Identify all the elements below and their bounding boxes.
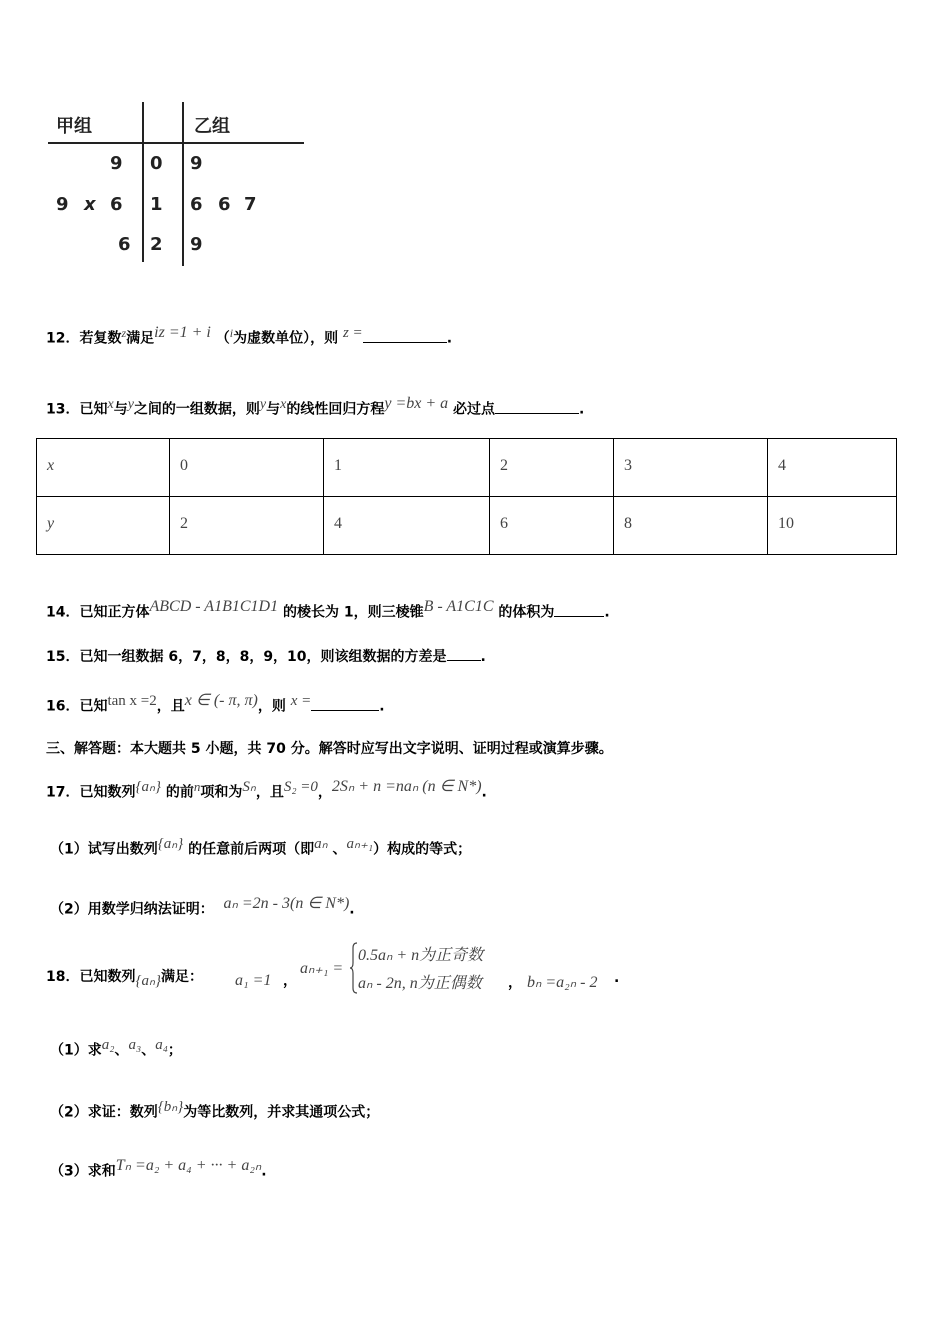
q12-text: （ xyxy=(215,330,230,347)
q17-text: 试写出数列 xyxy=(87,841,158,858)
right-group-header: 乙组 xyxy=(194,116,230,137)
q17-equation: 2Sₙ + n =naₙ (n ∈ N*) xyxy=(331,778,482,795)
q18-text: 求 xyxy=(87,1042,102,1059)
stem-divider-left xyxy=(142,102,144,262)
stem-value: 2 xyxy=(150,234,163,255)
q12-text: 满足 xyxy=(126,330,155,347)
recurrence-lhs: aₙ₊₁ = xyxy=(300,960,344,977)
q12-text: 为虚数单位），则 xyxy=(233,330,339,347)
sequence-an: {aₙ} xyxy=(135,779,161,795)
period: . xyxy=(481,784,487,801)
leaf-right: 9 xyxy=(190,153,203,174)
table-cell: 8 xyxy=(614,497,768,555)
table-cell: 2 xyxy=(490,439,614,497)
q18-text: ； xyxy=(167,1042,182,1059)
answer-blank xyxy=(554,615,604,617)
question-18-part-2 xyxy=(50,1097,379,1122)
var-y: y xyxy=(127,397,134,412)
question-number: 18． xyxy=(46,969,80,985)
induction-equation: aₙ =2n - 3(n ∈ N*) xyxy=(223,895,350,912)
table-cell: 10 xyxy=(768,497,897,555)
period: . xyxy=(349,901,355,918)
question-17 xyxy=(46,776,487,802)
q13-text: 必过点 xyxy=(453,401,496,418)
answer-lhs: z = xyxy=(342,325,363,341)
stem-divider-right xyxy=(182,102,184,266)
question-13 xyxy=(46,395,584,419)
table-cell: 3 xyxy=(614,439,768,497)
table-header-x: x xyxy=(37,439,170,497)
header-rule xyxy=(48,142,304,144)
answer-blank xyxy=(311,709,379,711)
x-range: x ∈ (- π, π) xyxy=(184,692,258,709)
var-x: x xyxy=(280,397,287,412)
table-header-y: y xyxy=(37,497,170,555)
sequence-an: {aₙ} xyxy=(157,836,184,852)
q13-text: 之间的一组数据，则 xyxy=(133,401,260,418)
table-cell: 4 xyxy=(324,497,490,555)
term-an: aₙ xyxy=(314,836,328,852)
table-cell: 0 xyxy=(170,439,324,497)
period: . xyxy=(579,401,585,418)
sum-sn: Sₙ xyxy=(242,779,256,795)
bn-definition: bₙ =a₂ₙ - 2 xyxy=(527,974,598,991)
q18-text: 求和 xyxy=(87,1163,116,1180)
case-odd: 0.5aₙ + n为正奇数 xyxy=(358,947,484,964)
q14-text: 已知正方体 xyxy=(79,604,150,621)
term-a4: a₄ xyxy=(155,1037,168,1053)
q18-text: 满足： xyxy=(160,969,203,985)
q16-text: 已知 xyxy=(79,698,108,715)
period: . xyxy=(480,649,486,665)
q17-text: ，且 xyxy=(255,784,284,801)
regression-equation: y =bx + a xyxy=(384,395,449,412)
stem-value: 0 xyxy=(150,153,163,174)
sum-tn: Tₙ =a₂ + a₄ + ··· + a₂ₙ xyxy=(115,1157,262,1174)
q17-text: 的任意前后两项（即 xyxy=(188,841,315,858)
part-number: （1） xyxy=(50,1042,88,1059)
table-row xyxy=(37,497,897,555)
q17-text: 用数学归纳法证明： xyxy=(87,901,214,918)
table-cell: 2 xyxy=(170,497,324,555)
separator: 、 xyxy=(141,1042,156,1059)
leaf-left: 6 xyxy=(110,194,123,215)
part-number: （3） xyxy=(50,1163,88,1180)
data-table xyxy=(36,438,897,555)
separator: 、 xyxy=(332,841,347,858)
comma: ， xyxy=(283,973,297,989)
period: . xyxy=(604,604,610,621)
q18-text: 已知数列 xyxy=(79,969,136,985)
stem-value: 1 xyxy=(150,194,163,215)
section-heading: 三、解答题：本大题共 5 小题，共 70 分。解答时应写出文字说明、证明过程或演算步骤。 xyxy=(46,741,613,757)
q14-text: 的体积为 xyxy=(498,604,555,621)
question-17-part-1 xyxy=(50,834,471,859)
q17-text: 的前 xyxy=(165,784,194,801)
table-row xyxy=(37,439,897,497)
term-a2: a₂ xyxy=(101,1037,115,1053)
leaf-left: 9 xyxy=(56,194,69,215)
var-z: z xyxy=(121,326,127,340)
a1-equation: a₁ =1 xyxy=(235,972,272,989)
cube-name: ABCD - A1B1C1D1 xyxy=(149,598,279,615)
leaf-right: 6 xyxy=(190,194,203,215)
leaf-right: 7 xyxy=(244,194,257,215)
leaf-left: 6 xyxy=(118,234,131,255)
leaf-right: 9 xyxy=(190,234,203,255)
s2-equation: S₂ =0 xyxy=(283,779,318,795)
var-i: i xyxy=(229,326,234,340)
period: . xyxy=(446,330,453,347)
part-number: （1） xyxy=(50,841,88,858)
comma: ， xyxy=(508,975,522,991)
separator: 、 xyxy=(114,1042,129,1059)
question-18 xyxy=(46,966,203,990)
q14-text: 的棱长为 1，则三棱锥 xyxy=(282,604,424,621)
question-number: 16． xyxy=(46,698,80,715)
period: . xyxy=(261,1163,267,1180)
question-18-part-3 xyxy=(50,1155,267,1181)
part-number: （2） xyxy=(50,1104,88,1121)
answer-blank xyxy=(447,659,481,661)
var-n: n xyxy=(193,779,201,794)
question-number: 13． xyxy=(46,401,80,418)
question-number: 14． xyxy=(46,604,80,621)
q12-text: 若复数 xyxy=(79,330,122,347)
left-group-header: 甲组 xyxy=(56,116,92,137)
table-cell: 4 xyxy=(768,439,897,497)
table-cell: 1 xyxy=(324,439,490,497)
question-12 xyxy=(46,324,452,348)
question-14 xyxy=(46,598,610,622)
leaf-left: 9 xyxy=(110,153,123,174)
answer-blank xyxy=(363,341,447,343)
case-even: aₙ - 2n, n为正偶数 xyxy=(358,975,482,992)
answer-blank xyxy=(495,412,579,414)
q13-text: 与 xyxy=(113,401,128,418)
q16-text: ，且 xyxy=(156,698,185,715)
q12-equation: iz =1 + i xyxy=(154,324,211,341)
sequence-bn: {bₙ} xyxy=(157,1099,184,1115)
q17-text: 项和为 xyxy=(200,784,243,801)
answer-lhs: x = xyxy=(290,693,312,709)
part-number: （2） xyxy=(50,901,88,918)
question-18-part-1 xyxy=(50,1037,182,1060)
term-a3: a₃ xyxy=(128,1037,142,1053)
period: . xyxy=(379,698,385,715)
q13-text: 的线性回归方程 xyxy=(286,401,385,418)
pyramid-name: B - A1C1C xyxy=(423,598,494,615)
question-16 xyxy=(46,690,385,716)
var-x: x xyxy=(107,397,114,412)
q15-text: 15．已知一组数据 6，7，8，8，9，10，则该组数据的方差是 xyxy=(46,649,447,665)
q17-text: ， xyxy=(317,784,332,801)
q16-text: ，则 xyxy=(257,698,286,715)
period: . xyxy=(614,970,620,986)
leaf-left: x xyxy=(84,194,96,215)
var-y: y xyxy=(259,397,267,412)
q18-text: 求证：数列 xyxy=(87,1104,158,1121)
question-17-part-2 xyxy=(50,893,355,919)
q18-text: 为等比数列，并求其通项公式； xyxy=(183,1104,380,1121)
q13-text: 已知 xyxy=(79,401,108,418)
tan-equation: tan x =2 xyxy=(107,693,157,709)
question-15 xyxy=(46,646,486,666)
q17-text: ）构成的等式； xyxy=(373,841,472,858)
brace-icon xyxy=(350,942,358,994)
term-an1: aₙ₊₁ xyxy=(346,836,374,852)
q17-text: 已知数列 xyxy=(79,784,136,801)
table-cell: 6 xyxy=(490,497,614,555)
question-number: 12． xyxy=(46,330,80,347)
question-number: 17． xyxy=(46,784,80,801)
sequence-an: {aₙ} xyxy=(135,972,161,989)
leaf-right: 6 xyxy=(218,194,231,215)
q13-text: 与 xyxy=(266,401,281,418)
